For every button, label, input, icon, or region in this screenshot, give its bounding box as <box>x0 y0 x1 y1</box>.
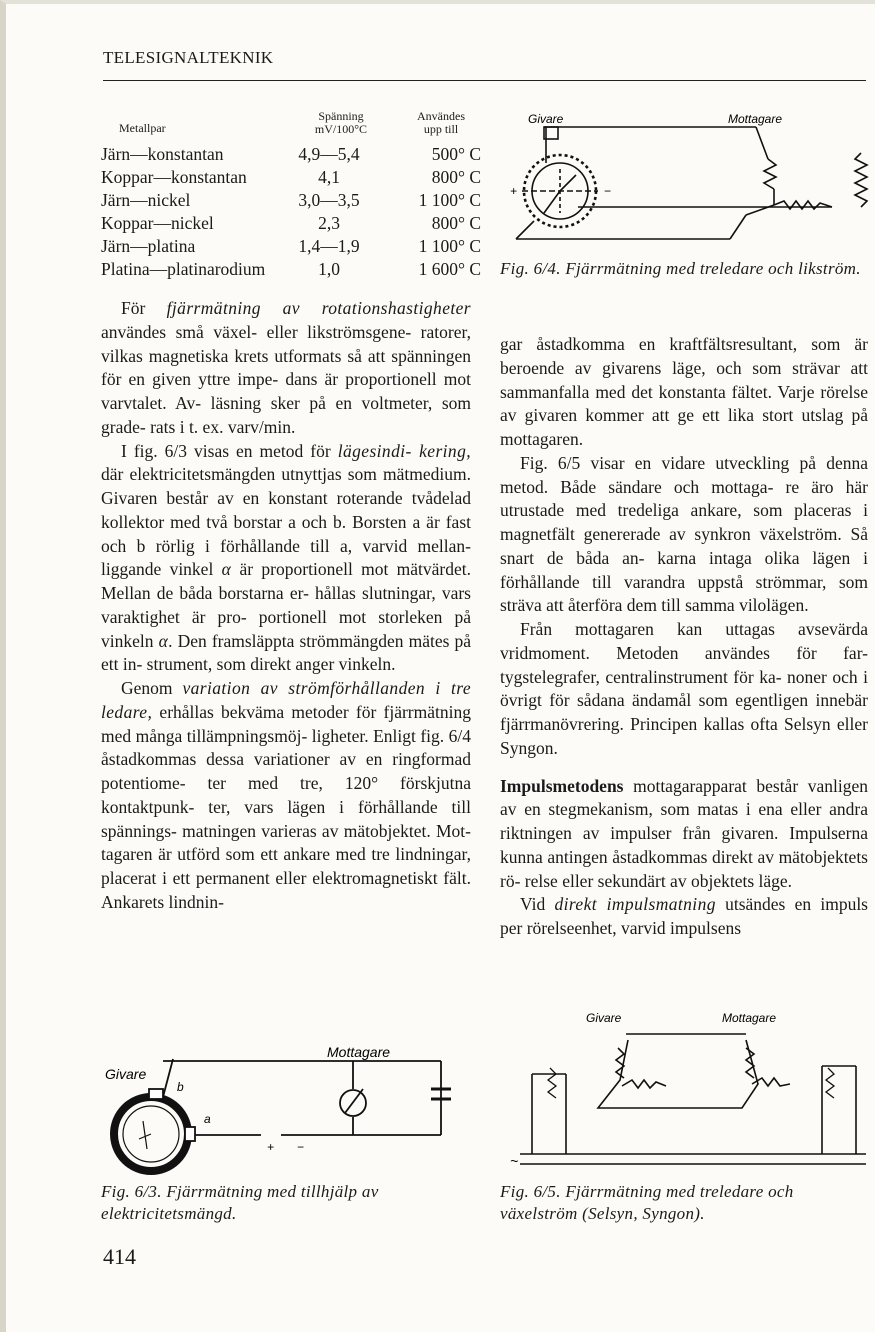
alpha-symbol: α <box>158 630 169 651</box>
paragraph <box>500 775 868 894</box>
italic-term: variation av strömförhållanden i tre ledare, <box>101 678 471 722</box>
italic-term: lägesindi- kering, <box>337 440 471 461</box>
paragraph: Fig. 6/5 visar en vidare utveckling på denna metod. Både sändare och mottaga- re äro här utrustade med tredeliga ankare, som placeras i magnetfält genererade av synkron växelström. Så snart de båda an- karna intaga olika lägen i förhållande till varandra uppstå strömmar, som sträva att återföra dem till samma vilolägen. <box>500 452 868 616</box>
paragraph <box>101 677 471 915</box>
table-row <box>101 236 481 259</box>
fig64-diagram <box>506 109 875 249</box>
fig63-caption: Fig. 6/3. Fjärrmätning med tillhjälp av elektricitetsmängd. <box>101 1182 379 1223</box>
cell-voltage: 4,1 <box>318 167 340 187</box>
alpha-symbol: α <box>221 559 232 580</box>
fig63-label-b: b <box>177 1080 184 1094</box>
paragraph <box>101 297 471 440</box>
fig65-caption: Fig. 6/5. Fjärrmätning med treledare och växelström (Selsyn, Syngon). <box>500 1182 794 1223</box>
text-run: användes små växel- eller likströmsgene- ratorer, vilkas magnetiska krets utformats så att spänningen för en given yttre impe- dans är proportionell mot varvtalet. Av- läsning sker på en voltmeter, som grade- rats i t. ex. varv/min. <box>101 321 471 437</box>
cell-usage: 1 600° C <box>418 259 481 279</box>
fig63-label-mottagare: Mottagare <box>327 1044 391 1060</box>
italic-term: fjärrmätning av rotationshastigheter <box>166 298 471 318</box>
cell-metal: Koppar—konstantan <box>101 167 247 187</box>
table-row <box>101 144 481 167</box>
text-run: där elektricitetsmängden utnyttjas som mätmedium. Givaren består av en konstant roterande tvådelad kollektor med två borstar a och b. Borsten a är fast och b rörlig i förhållande till a, varvid mellan- liggande vinkel <box>101 464 471 580</box>
page-number: 414 <box>103 1244 136 1269</box>
column-header-usage-line1: Användes <box>417 109 465 123</box>
fig63-label-minus: − <box>297 1140 305 1154</box>
paragraph <box>101 440 471 678</box>
paragraph: gar åstadkomma en kraftfältsresultant, som är beroende av givarens läge, och som strävar att sammanfalla med det konstanta fältet. Varje rörelse av givaren kommer att ge ett lika stort utslag på mottagaren. <box>500 334 868 449</box>
text-run: Vid <box>520 894 555 915</box>
cell-metal: Platina—platinarodium <box>101 259 266 279</box>
text-run: För <box>121 298 167 318</box>
fig64-caption: Fig. 6/4. Fjärrmätning med treledare och likström. <box>500 259 861 278</box>
fig63-label-a: a <box>204 1112 211 1126</box>
fig65-label-ac: ~ <box>510 1153 519 1169</box>
cell-usage: 500° C <box>431 144 481 164</box>
italic-term: direkt impulsmatning <box>554 894 716 915</box>
cell-metal: Järn—platina <box>101 236 196 256</box>
fig64-label-mottagare: Mottagare <box>728 112 783 126</box>
text-run: utsändes en impuls per rörelseenhet, varvid impulsens <box>500 894 868 938</box>
running-header: TELESIGNALTEKNIK <box>103 48 274 67</box>
table-row <box>101 259 481 282</box>
text-run: Genom <box>121 678 183 698</box>
cell-metal: Järn—konstantan <box>101 144 224 164</box>
fig65-diagram <box>506 1004 875 1174</box>
cell-voltage: 2,3 <box>318 213 340 233</box>
paragraph <box>500 893 868 941</box>
column-header-voltage-line1: Spänning <box>318 109 364 123</box>
fig63-label-givare: Givare <box>105 1066 147 1082</box>
column-header-metal: Metallpar <box>119 121 166 135</box>
fig65-label-givare: Givare <box>586 1011 622 1025</box>
cell-usage: 1 100° C <box>418 236 481 256</box>
text-run: erhållas bekväma metoder för fjärrmätning med många tillämpningsmöj- ligheter. Enligt fig. 6/4 åstadkommas dessa variationer av en ringformad potentiome- ter med tre, 120° förskjutna kontaktpunk- ter, vars lägen i förhållande till spännings- matningen varieras av mätobjektet. Mot- tagaren är utförd som ett ankare med tre lindningar, placerat i ett permanent eller elektromagnetiskt fält. Ankarets lindnin- <box>101 701 471 912</box>
left-column-text <box>101 297 471 915</box>
cell-usage: 800° C <box>431 213 481 233</box>
fig65-label-mottagare: Mottagare <box>722 1011 777 1025</box>
fig64-label-givare: Givare <box>528 112 564 126</box>
column-header-voltage <box>291 110 391 136</box>
cell-metal: Koppar—nickel <box>101 213 214 233</box>
cell-metal: Järn—nickel <box>101 190 191 210</box>
column-header-usage-line2: upp till <box>423 122 459 136</box>
fig63-diagram <box>101 1039 471 1179</box>
cell-usage: 800° C <box>431 167 481 187</box>
table-row <box>101 167 481 190</box>
cell-voltage: 3,0—3,5 <box>298 190 360 210</box>
column-header-usage <box>401 110 481 136</box>
column-header-voltage-line2: mV/100°C <box>314 122 368 136</box>
header-rule <box>103 80 866 81</box>
text-run: . Den framsläppta strömmängden mätes på ett in- strument, som direkt anger vinkeln. <box>101 630 471 675</box>
fig63-label-plus: + <box>267 1140 275 1154</box>
bold-term: Impulsmetodens <box>500 775 624 796</box>
table-row <box>101 190 481 213</box>
table-row <box>101 213 481 236</box>
paragraph: Från mottagaren kan uttagas avsevärda vridmoment. Metoden användes för far- tygstelegrafer, centralinstrument för ka- noner och i övrigt för sådana ändamål som egentligen innebär fjärrmanövrering. Principen kallas ofta Selsyn eller Syngon. <box>500 619 868 758</box>
fig64-label-plus: + <box>510 184 518 198</box>
text-run: I fig. 6/3 visas en metod för <box>121 440 338 461</box>
cell-voltage: 1,4—1,9 <box>298 236 360 256</box>
right-column-text <box>500 333 868 941</box>
cell-usage: 1 100° C <box>418 190 481 210</box>
text-run: mottagarapparat består vanligen av en stegmekanism, som matas i ena eller andra riktningen av impulser från givaren. Impulserna kunna antingen åstadkommas direkt av mätobjektets rö- relse eller sekundärt av objektets läge. <box>500 775 868 891</box>
cell-voltage: 4,9—5,4 <box>298 144 360 164</box>
text-run: är proportionell mot mätvärdet. Mellan de båda borstarna er- hållas slutningar, vars varaktighet är pro- portionell mot storleken på vinkeln <box>101 559 471 651</box>
fig64-label-minus: − <box>604 184 612 198</box>
cell-voltage: 1,0 <box>318 259 340 279</box>
